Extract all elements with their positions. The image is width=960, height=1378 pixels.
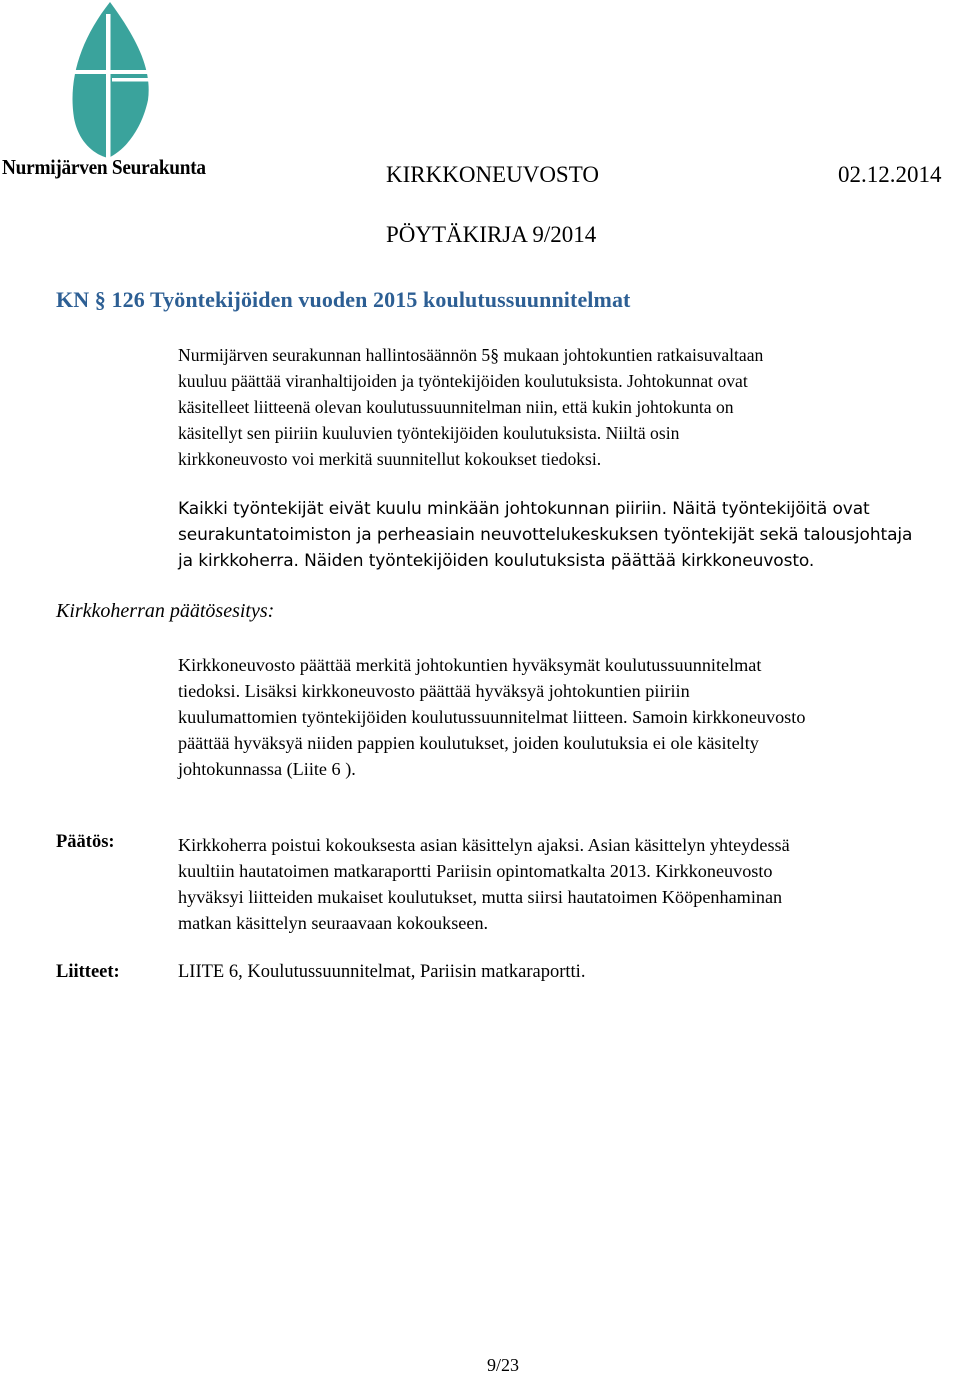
text-line: johtokunnassa (Liite 6 ). [178, 759, 356, 779]
decision-text [178, 832, 958, 936]
text-line: kuuluu päättää viranhaltijoiden ja työntekijöiden koulutuksista. Johtokunnat ovat [178, 371, 748, 391]
text-line: Kirkkoneuvosto päättää merkitä johtokuntien hyväksymät koulutussuunnitelmat [178, 655, 762, 675]
proposal-text [178, 652, 958, 782]
text-line: päättää hyväksyä niiden pappien koulutukset, joiden koulutuksia ei ole käsitelty [178, 733, 759, 753]
text-line: Nurmijärven seurakunnan hallintosäännön 5§ mukaan johtokuntien ratkaisuvaltaan [178, 345, 764, 365]
attachments-label: Liitteet: [56, 962, 120, 982]
governing-body: KIRKKONEUVOSTO [386, 162, 599, 187]
proposal-label: Kirkkoherran päätösesitys: [56, 600, 275, 622]
section-heading: KN § 126 Työntekijöiden vuoden 2015 koulutussuunnitelmat [56, 287, 631, 312]
text-line: tiedoksi. Lisäksi kirkkoneuvosto päättää hyväksyä johtokuntien piiriin [178, 681, 690, 701]
text-line: käsitellyt sen piiriin kuuluvien työntekijöiden koulutuksista. Niiltä osin [178, 423, 680, 443]
paragraph-background [178, 342, 958, 472]
meeting-date: 02.12.2014 [838, 162, 942, 187]
text-line: kirkkoneuvosto voi merkitä suunnitellut kokoukset tiedoksi. [178, 449, 602, 469]
text-line: ja kirkkoherra. Näiden työntekijöiden koulutuksista päättää kirkkoneuvosto. [178, 551, 815, 571]
text-line: seurakuntatoimiston ja perheasiain neuvottelukeskuksen työntekijät sekä talousjohtaja [178, 525, 913, 545]
cross-leaf-logo-icon [62, 0, 154, 160]
text-line: Kaikki työntekijät eivät kuulu minkään johtokunnan piiriin. Näitä työntekijöitä ovat [178, 499, 870, 519]
organization-name: Nurmijärven Seurakunta [2, 155, 206, 179]
page-number: 9/23 [487, 1355, 520, 1375]
text-line: kuultiin hautatoimen matkaraportti Pariisin opintomatkalta 2013. Kirkkoneuvosto [178, 861, 773, 881]
minutes-number: PÖYTÄKIRJA 9/2014 [386, 222, 597, 247]
text-line: käsitelleet liitteenä olevan koulutussuunnitelman niin, että kukin johtokunta on [178, 397, 734, 417]
attachments-text: LIITE 6, Koulutussuunnitelmat, Pariisin matkaraportti. [178, 962, 586, 982]
text-line: matkan käsittelyn seuraavaan kokoukseen. [178, 913, 489, 933]
text-line: Kirkkoherra poistui kokouksesta asian käsittelyn ajaksi. Asian käsittelyn yhteydessä [178, 835, 790, 855]
text-line: kuulumattomien työntekijöiden koulutussuunnitelmat liitteen. Samoin kirkkoneuvosto [178, 707, 806, 727]
text-line: hyväksyi liitteiden mukaiset koulutukset, mutta siirsi hautatoimen Kööpenhaminan [178, 887, 783, 907]
paragraph-employees [178, 496, 958, 574]
decision-label: Päätös: [56, 832, 115, 852]
